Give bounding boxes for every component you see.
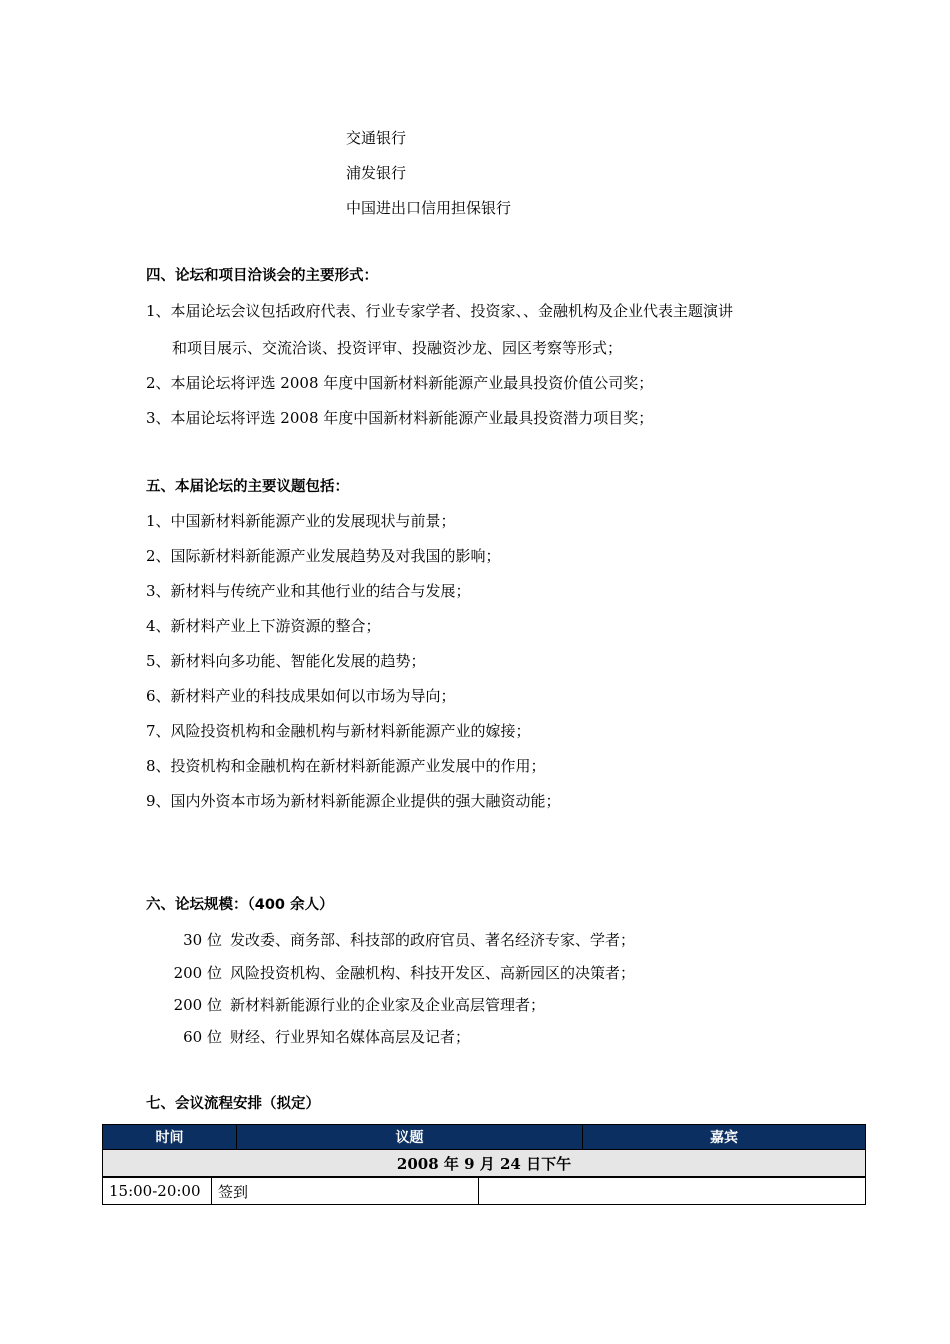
section-heading: 五、本届论坛的主要议题包括： [146,479,349,495]
header-guest: 嘉宾 [583,1125,866,1150]
bank-name: 中国进出口信用担保银行 [346,199,512,217]
scale-desc: 发改委、商务部、科技部的政府官员、著名经济专家、学者； [230,931,636,949]
scale-count: 200 位 [173,996,222,1014]
schedule-table [102,1124,866,1177]
scale-desc: 财经、行业界知名媒体高层及记者； [230,1028,471,1046]
guest-cell [479,1178,866,1205]
list-item: 1、本届论坛会议包括政府代表、行业专家学者、投资家、、金融机构及企业代表主题演讲 [146,302,734,320]
header-time: 时间 [103,1125,237,1150]
table-row [103,1178,866,1205]
header-topic: 议题 [237,1125,583,1150]
scale-desc: 新材料新能源行业的企业家及企业高层管理者； [230,996,546,1014]
list-item: 5、新材料向多功能、智能化发展的趋势； [146,652,426,670]
list-item: 6、新材料产业的科技成果如何以市场为导向； [146,687,456,705]
list-item: 2、国际新材料新能源产业发展趋势及对我国的影响； [146,547,501,565]
list-item: 7、风险投资机构和金融机构与新材料新能源产业的嫁接； [146,722,531,740]
scale-desc: 风险投资机构、金融机构、科技开发区、高新园区的决策者； [230,964,636,982]
list-item-continuation: 和项目展示、交流洽谈、投资评审、投融资沙龙、园区考察等形式； [172,339,623,357]
list-item: 9、国内外资本市场为新材料新能源企业提供的强大融资动能； [146,792,561,810]
bank-name: 浦发银行 [346,164,407,182]
list-item: 2、本届论坛将评选 2008 年度中国新材料新能源产业最具投资价值公司奖； [146,374,654,392]
list-item: 1、中国新材料新能源产业的发展现状与前景； [146,512,456,530]
scale-row [146,1027,470,1047]
scale-row [146,963,635,983]
bank-name: 交通银行 [346,129,407,147]
section-heading: 七、会议流程安排（拟定） [146,1096,320,1112]
topic-cell: 签到 [212,1178,479,1205]
list-item: 8、投资机构和金融机构在新材料新能源产业发展中的作用； [146,757,546,775]
scale-row [146,930,635,950]
time-cell: 15:00-20:00 [103,1178,212,1205]
table-header-row [103,1125,866,1150]
scale-count: 60 位 [183,1028,222,1046]
list-item: 4、新材料产业上下游资源的整合； [146,617,381,635]
date-cell: 2008 年 9 月 24 日下午 [103,1150,866,1177]
scale-count: 200 位 [173,964,222,982]
section-heading: 六、论坛规模：（400 余人） [146,897,334,913]
scale-count: 30 位 [183,931,222,949]
section-heading: 四、论坛和项目洽谈会的主要形式： [146,268,378,284]
schedule-table-body [102,1177,866,1205]
scale-row [146,995,545,1015]
list-item: 3、本届论坛将评选 2008 年度中国新材料新能源产业最具投资潜力项目奖； [146,409,654,427]
date-row [103,1150,866,1177]
list-item: 3、新材料与传统产业和其他行业的结合与发展； [146,582,471,600]
